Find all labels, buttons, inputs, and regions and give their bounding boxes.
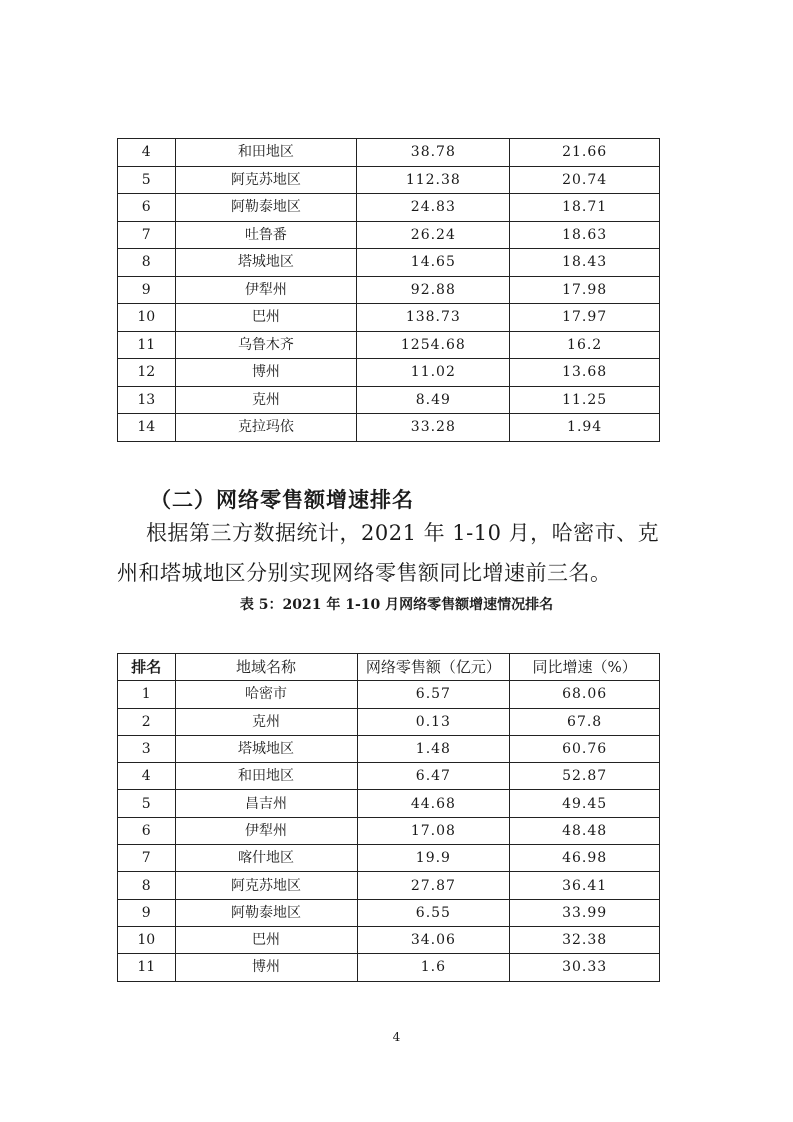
table-row xyxy=(118,817,660,844)
cell-rank: 1 xyxy=(118,681,176,708)
cell-retail: 27.87 xyxy=(357,872,510,899)
table-row xyxy=(118,194,660,222)
cell-retail: 44.68 xyxy=(357,790,510,817)
cell-rank: 2 xyxy=(118,708,176,735)
cell-rank: 6 xyxy=(118,194,176,222)
cell-region: 阿克苏地区 xyxy=(175,872,357,899)
cell-region: 巴州 xyxy=(175,304,357,332)
cell-region: 乌鲁木齐 xyxy=(175,331,357,359)
cell-retail: 6.57 xyxy=(357,681,510,708)
cell-rank: 4 xyxy=(118,763,176,790)
cell-retail: 0.13 xyxy=(357,708,510,735)
cell-growth: 46.98 xyxy=(510,845,660,872)
cell-rank: 8 xyxy=(118,872,176,899)
cell-region: 克州 xyxy=(175,708,357,735)
table-row xyxy=(118,735,660,762)
cell-region: 塔城地区 xyxy=(175,249,357,277)
cell-growth: 67.8 xyxy=(510,708,660,735)
cell-region: 昌吉州 xyxy=(175,790,357,817)
cell-retail: 6.47 xyxy=(357,763,510,790)
cell-growth: 17.97 xyxy=(510,304,660,332)
table-row xyxy=(118,304,660,332)
cell-growth: 52.87 xyxy=(510,763,660,790)
cell-retail: 17.08 xyxy=(357,817,510,844)
table-row xyxy=(118,763,660,790)
table-row xyxy=(118,166,660,194)
table-caption: 表 5：2021 年 1-10 月网络零售额增速情况排名 xyxy=(239,597,554,613)
cell-rank: 11 xyxy=(118,331,176,359)
cell-growth: 49.45 xyxy=(510,790,660,817)
cell-rank: 5 xyxy=(118,166,176,194)
cell-rank: 4 xyxy=(118,139,176,167)
cell-growth: 30.33 xyxy=(510,954,660,981)
cell-region: 阿勒泰地区 xyxy=(175,194,357,222)
cell-rank: 7 xyxy=(118,221,176,249)
cell-rank: 11 xyxy=(118,954,176,981)
body-paragraph: 根据第三方数据统计，2021 年 1-10 月，哈密市、克州和塔城地区分别实现网络零售额同比增速前三名。 xyxy=(117,521,660,585)
cell-retail: 8.49 xyxy=(357,386,510,414)
table-row xyxy=(118,954,660,981)
cell-retail: 19.9 xyxy=(357,845,510,872)
header-region: 地域名称 xyxy=(175,654,357,681)
table-row xyxy=(118,926,660,953)
cell-growth: 18.71 xyxy=(510,194,660,222)
cell-rank: 10 xyxy=(118,926,176,953)
cell-growth: 36.41 xyxy=(510,872,660,899)
table-row xyxy=(118,414,660,442)
table-row xyxy=(118,276,660,304)
header-growth: 同比增速（%） xyxy=(510,654,660,681)
cell-growth: 18.43 xyxy=(510,249,660,277)
cell-growth: 20.74 xyxy=(510,166,660,194)
cell-rank: 9 xyxy=(118,899,176,926)
cell-rank: 6 xyxy=(118,817,176,844)
table-row xyxy=(118,681,660,708)
cell-retail: 34.06 xyxy=(357,926,510,953)
cell-region: 吐鲁番 xyxy=(175,221,357,249)
table-row xyxy=(118,899,660,926)
cell-growth: 48.48 xyxy=(510,817,660,844)
cell-retail: 6.55 xyxy=(357,899,510,926)
cell-retail: 1.6 xyxy=(357,954,510,981)
header-online-retail: 网络零售额（亿元） xyxy=(357,654,510,681)
cell-region: 克拉玛依 xyxy=(175,414,357,442)
table-row xyxy=(118,386,660,414)
cell-rank: 8 xyxy=(118,249,176,277)
cell-growth: 18.63 xyxy=(510,221,660,249)
cell-growth: 1.94 xyxy=(510,414,660,442)
cell-rank: 10 xyxy=(118,304,176,332)
cell-region: 塔城地区 xyxy=(175,735,357,762)
cell-rank: 3 xyxy=(118,735,176,762)
cell-retail: 1254.68 xyxy=(357,331,510,359)
page-number: 4 xyxy=(392,1030,401,1044)
cell-rank: 12 xyxy=(118,359,176,387)
cell-rank: 5 xyxy=(118,790,176,817)
cell-growth: 32.38 xyxy=(510,926,660,953)
cell-growth: 16.2 xyxy=(510,331,660,359)
cell-growth: 13.68 xyxy=(510,359,660,387)
table-row xyxy=(118,359,660,387)
cell-retail: 38.78 xyxy=(357,139,510,167)
cell-growth: 21.66 xyxy=(510,139,660,167)
table-row xyxy=(118,845,660,872)
cell-retail: 112.38 xyxy=(357,166,510,194)
cell-region: 阿克苏地区 xyxy=(175,166,357,194)
table-row xyxy=(118,872,660,899)
cell-region: 和田地区 xyxy=(175,763,357,790)
cell-growth: 33.99 xyxy=(510,899,660,926)
cell-region: 喀什地区 xyxy=(175,845,357,872)
cell-region: 伊犁州 xyxy=(175,276,357,304)
cell-region: 哈密市 xyxy=(175,681,357,708)
cell-rank: 13 xyxy=(118,386,176,414)
cell-retail: 24.83 xyxy=(357,194,510,222)
table-row xyxy=(118,221,660,249)
table-row xyxy=(118,139,660,167)
cell-region: 和田地区 xyxy=(175,139,357,167)
cell-region: 伊犁州 xyxy=(175,817,357,844)
cell-retail: 14.65 xyxy=(357,249,510,277)
table-row xyxy=(118,331,660,359)
cell-retail: 33.28 xyxy=(357,414,510,442)
header-rank: 排名 xyxy=(118,654,176,681)
table-row xyxy=(118,708,660,735)
cell-retail: 92.88 xyxy=(357,276,510,304)
cell-region: 巴州 xyxy=(175,926,357,953)
cell-growth: 68.06 xyxy=(510,681,660,708)
cell-retail: 138.73 xyxy=(357,304,510,332)
cell-region: 克州 xyxy=(175,386,357,414)
retail-ranking-table-continued xyxy=(117,138,660,442)
online-retail-growth-table xyxy=(117,653,660,982)
section-heading: （二）网络零售额增速排名 xyxy=(150,488,414,512)
cell-region: 博州 xyxy=(175,954,357,981)
cell-rank: 7 xyxy=(118,845,176,872)
cell-retail: 26.24 xyxy=(357,221,510,249)
cell-growth: 11.25 xyxy=(510,386,660,414)
cell-rank: 14 xyxy=(118,414,176,442)
table-row xyxy=(118,249,660,277)
table-header-row xyxy=(118,654,660,681)
cell-region: 博州 xyxy=(175,359,357,387)
cell-growth: 60.76 xyxy=(510,735,660,762)
cell-retail: 11.02 xyxy=(357,359,510,387)
cell-retail: 1.48 xyxy=(357,735,510,762)
cell-rank: 9 xyxy=(118,276,176,304)
cell-region: 阿勒泰地区 xyxy=(175,899,357,926)
table-row xyxy=(118,790,660,817)
cell-growth: 17.98 xyxy=(510,276,660,304)
